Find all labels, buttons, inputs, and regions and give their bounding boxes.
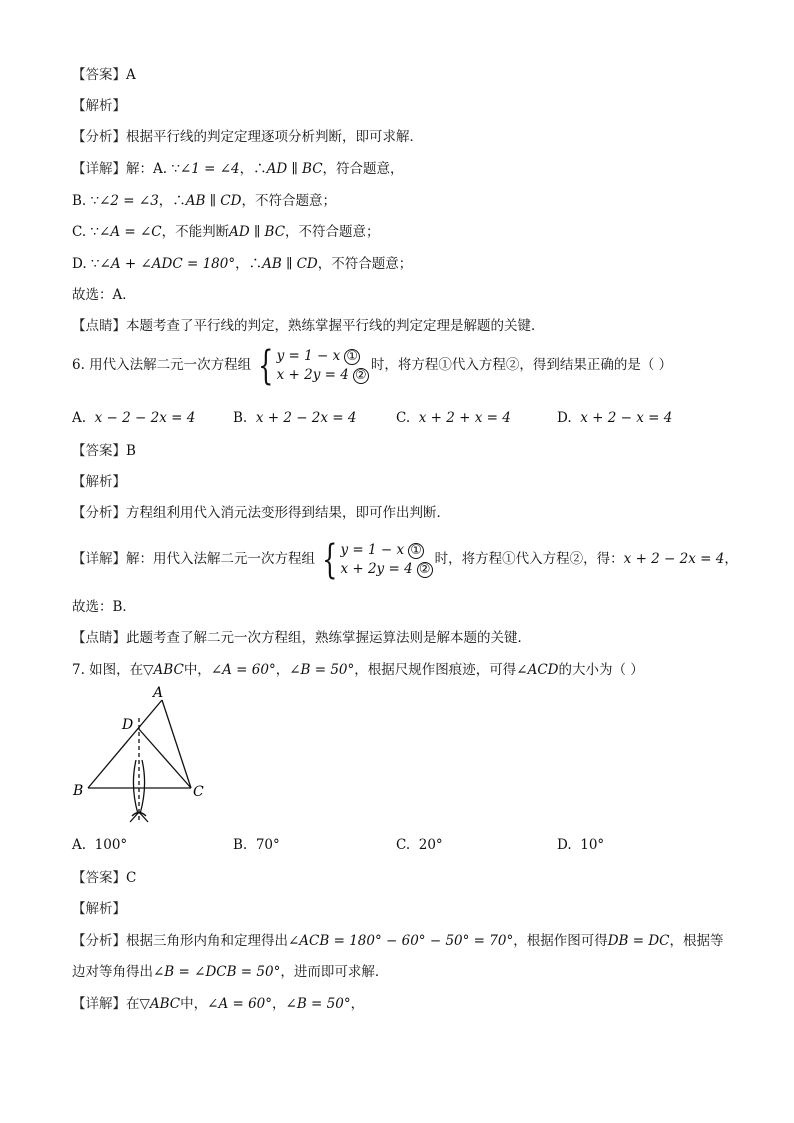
detail-text: C. ∵ [72, 224, 100, 240]
jiexi-tag: 【解析】 [72, 474, 126, 490]
detail-text: 中， [180, 996, 208, 1012]
option-label: D. [557, 410, 572, 426]
math-expr: AB ∥ CD [185, 193, 242, 209]
q6-jiexi-line [72, 472, 126, 492]
option-text: 70° [255, 837, 280, 853]
q6-stem [72, 342, 673, 389]
math-expr: x + 2 − 2x = 4 [623, 551, 725, 567]
jiexi-tag: 【解析】 [72, 98, 126, 114]
detail-text: B. ∵ [72, 193, 100, 209]
side-BA [88, 700, 162, 788]
q7-option-b [233, 837, 280, 853]
math-expr: ∠A = ∠C [99, 224, 162, 240]
option-label: A. [72, 837, 87, 853]
option-label: B. [233, 837, 248, 853]
analysis-text: ，根据等 [669, 933, 724, 949]
detail-text: ，不符合题意； [285, 224, 380, 240]
analysis-text: 边对等角得出 [72, 964, 153, 980]
equation-1: y = 1 − x [340, 541, 405, 558]
triangle-figure [60, 682, 230, 830]
equation-2: x + 2y = 4 [276, 366, 349, 383]
option-text: 10° [580, 837, 605, 853]
option-text: x + 2 + x = 4 [418, 410, 511, 426]
equation-system [253, 342, 369, 389]
option-label: C. [396, 410, 411, 426]
detail-text: ，不符合题意； [241, 193, 336, 209]
question-text: 中， [183, 662, 211, 678]
option-label: B. [233, 410, 248, 426]
circled-mark: ① [344, 349, 360, 365]
option-label: C. [396, 837, 411, 853]
comment-text: 本题考查了平行线的判定，熟练掌握平行线的判定定理是解题的关键． [126, 318, 545, 334]
math-expr: ∠B = 50° [285, 996, 351, 1012]
q7-answer-line [72, 868, 136, 888]
q6-option-a [72, 410, 195, 426]
q7-analysis-line-2 [72, 962, 388, 982]
q6-choose-line [72, 597, 136, 617]
answer-value: B [126, 443, 136, 459]
q5-detail-line [72, 159, 404, 179]
q5-comment-line [72, 316, 545, 336]
analysis-text: 根据平行线的判定定理逐项分析判断，即可求解． [126, 129, 423, 145]
math-expr: ∠B = 50° [289, 662, 355, 678]
side-AC [162, 700, 191, 788]
brace-glyph: { [258, 342, 274, 389]
construction-arc [133, 760, 138, 814]
brace-glyph: { [322, 536, 338, 583]
detail-text: ，不符合题意； [317, 256, 413, 272]
question-text: 7. 如图，在 [72, 662, 144, 678]
math-expr: AD ∥ BC [229, 224, 286, 240]
q5-jiexi-line [72, 96, 126, 116]
question-text: ， [275, 662, 290, 678]
detail-tag: 【详解】 [72, 551, 126, 567]
q5-choose-line [72, 285, 136, 305]
option-text: x + 2 − 2x = 4 [255, 410, 357, 426]
q7-option-c [396, 837, 443, 853]
option-text: x − 2 − 2x = 4 [94, 410, 196, 426]
q6-comment-line [72, 628, 531, 648]
q7-option-d [557, 837, 604, 853]
q5-answer-line [72, 65, 136, 85]
q7-analysis-line [72, 931, 724, 951]
equation-2: x + 2y = 4 [340, 560, 413, 577]
q7-jiexi-line [72, 899, 126, 919]
segment-DC [138, 728, 191, 788]
math-expr: AD ∥ BC [266, 161, 323, 177]
circled-mark: ② [353, 368, 369, 384]
comment-tag: 【点睛】 [72, 318, 126, 334]
circled-mark: ① [408, 543, 424, 559]
detail-text: D. ∵ [72, 256, 100, 272]
jiexi-tag: 【解析】 [72, 901, 126, 917]
detail-text: ， [724, 551, 738, 567]
analysis-text: 根据三角形内角和定理得出 [126, 933, 288, 949]
math-expr: AB ∥ CD [262, 256, 318, 272]
comment-tag: 【点睛】 [72, 630, 126, 646]
detail-tag: 【详解】 [72, 996, 126, 1012]
answer-tag: 【答案】 [72, 870, 126, 886]
answer-value: A [126, 67, 136, 83]
math-expr: ∠A + ∠ADC = 180° [99, 256, 236, 272]
math-expr: ∠1 = ∠4 [179, 161, 240, 177]
math-expr: ∠A = 60° [207, 996, 273, 1012]
detail-text: 解：A. ∵ [126, 161, 180, 177]
math-expr: ▽ABC [143, 662, 184, 678]
math-expr: ∠ACD [516, 662, 559, 678]
answer-tag: 【答案】 [72, 67, 126, 83]
q6-option-d [557, 410, 672, 426]
q5-option-c-line [72, 222, 380, 242]
q5-option-b-line [72, 191, 336, 211]
q7-option-a [72, 837, 127, 853]
math-expr: ∠A = 60° [210, 662, 276, 678]
choose-text: 故选：A． [72, 287, 136, 303]
choose-text: 故选：B． [72, 599, 136, 615]
comment-text: 此题考查了解二元一次方程组，熟练掌握运算法则是解本题的关键． [126, 630, 531, 646]
question-text: 时，将方程①代入方程②，得到结果正确的是（ ） [370, 357, 673, 373]
q6-analysis-line [72, 503, 450, 523]
label-A: A [153, 685, 164, 701]
analysis-text: ，根据作图可得 [513, 933, 608, 949]
math-expr: ▽ABC [139, 996, 181, 1012]
label-D: D [122, 717, 134, 733]
analysis-tag: 【分析】 [72, 505, 126, 521]
option-text: 20° [418, 837, 443, 853]
detail-text: ，∴ [158, 193, 186, 209]
q7-detail-line [72, 994, 364, 1014]
q7-stem [72, 660, 644, 680]
q6-detail-line [72, 536, 738, 583]
question-text: 的大小为（ ） [558, 662, 644, 678]
detail-text: ， [350, 996, 365, 1012]
analysis-text: ，进而即可求解． [280, 964, 389, 980]
detail-tag: 【详解】 [72, 161, 126, 177]
question-text: 6. 用代入法解二元一次方程组 [72, 357, 252, 373]
q5-option-d-line [72, 254, 412, 274]
analysis-tag: 【分析】 [72, 129, 126, 145]
q6-answer-line [72, 441, 136, 461]
detail-text: ，不能判断 [161, 224, 230, 240]
math-expr: ∠ACB = 180° − 60° − 50° = 70° [288, 933, 514, 949]
option-label: A. [72, 410, 87, 426]
label-C: C [193, 784, 204, 800]
detail-text: 在 [126, 996, 140, 1012]
detail-text: ，∴ [235, 256, 263, 272]
detail-text: ，符合题意， [322, 161, 404, 177]
option-label: D. [557, 837, 572, 853]
math-expr: ∠2 = ∠3 [99, 193, 159, 209]
detail-text: 时，将方程①代入方程②，得： [434, 551, 624, 567]
detail-text: ，∴ [239, 161, 267, 177]
option-text: 100° [94, 837, 128, 853]
equation-1: y = 1 − x [276, 347, 341, 364]
analysis-text: 方程组利用代入消元法变形得到结果，即可作出判断． [126, 505, 450, 521]
answer-value: C [126, 870, 137, 886]
construction-arc [140, 760, 145, 814]
detail-text: 解：用代入法解二元一次方程组 [126, 551, 315, 567]
q6-option-b [233, 410, 357, 426]
q5-analysis-line [72, 127, 423, 147]
q6-option-c [396, 410, 511, 426]
math-expr: ∠B = ∠DCB = 50° [153, 964, 281, 980]
question-text: ，根据尺规作图痕迹，可得 [354, 662, 517, 678]
circled-mark: ② [417, 562, 433, 578]
construction-arc [132, 813, 146, 817]
label-B: B [73, 783, 84, 799]
answer-tag: 【答案】 [72, 443, 126, 459]
analysis-tag: 【分析】 [72, 933, 126, 949]
math-expr: DB = DC [607, 933, 670, 949]
option-text: x + 2 − x = 4 [580, 410, 673, 426]
equation-system [317, 536, 433, 583]
detail-text: ， [272, 996, 286, 1012]
